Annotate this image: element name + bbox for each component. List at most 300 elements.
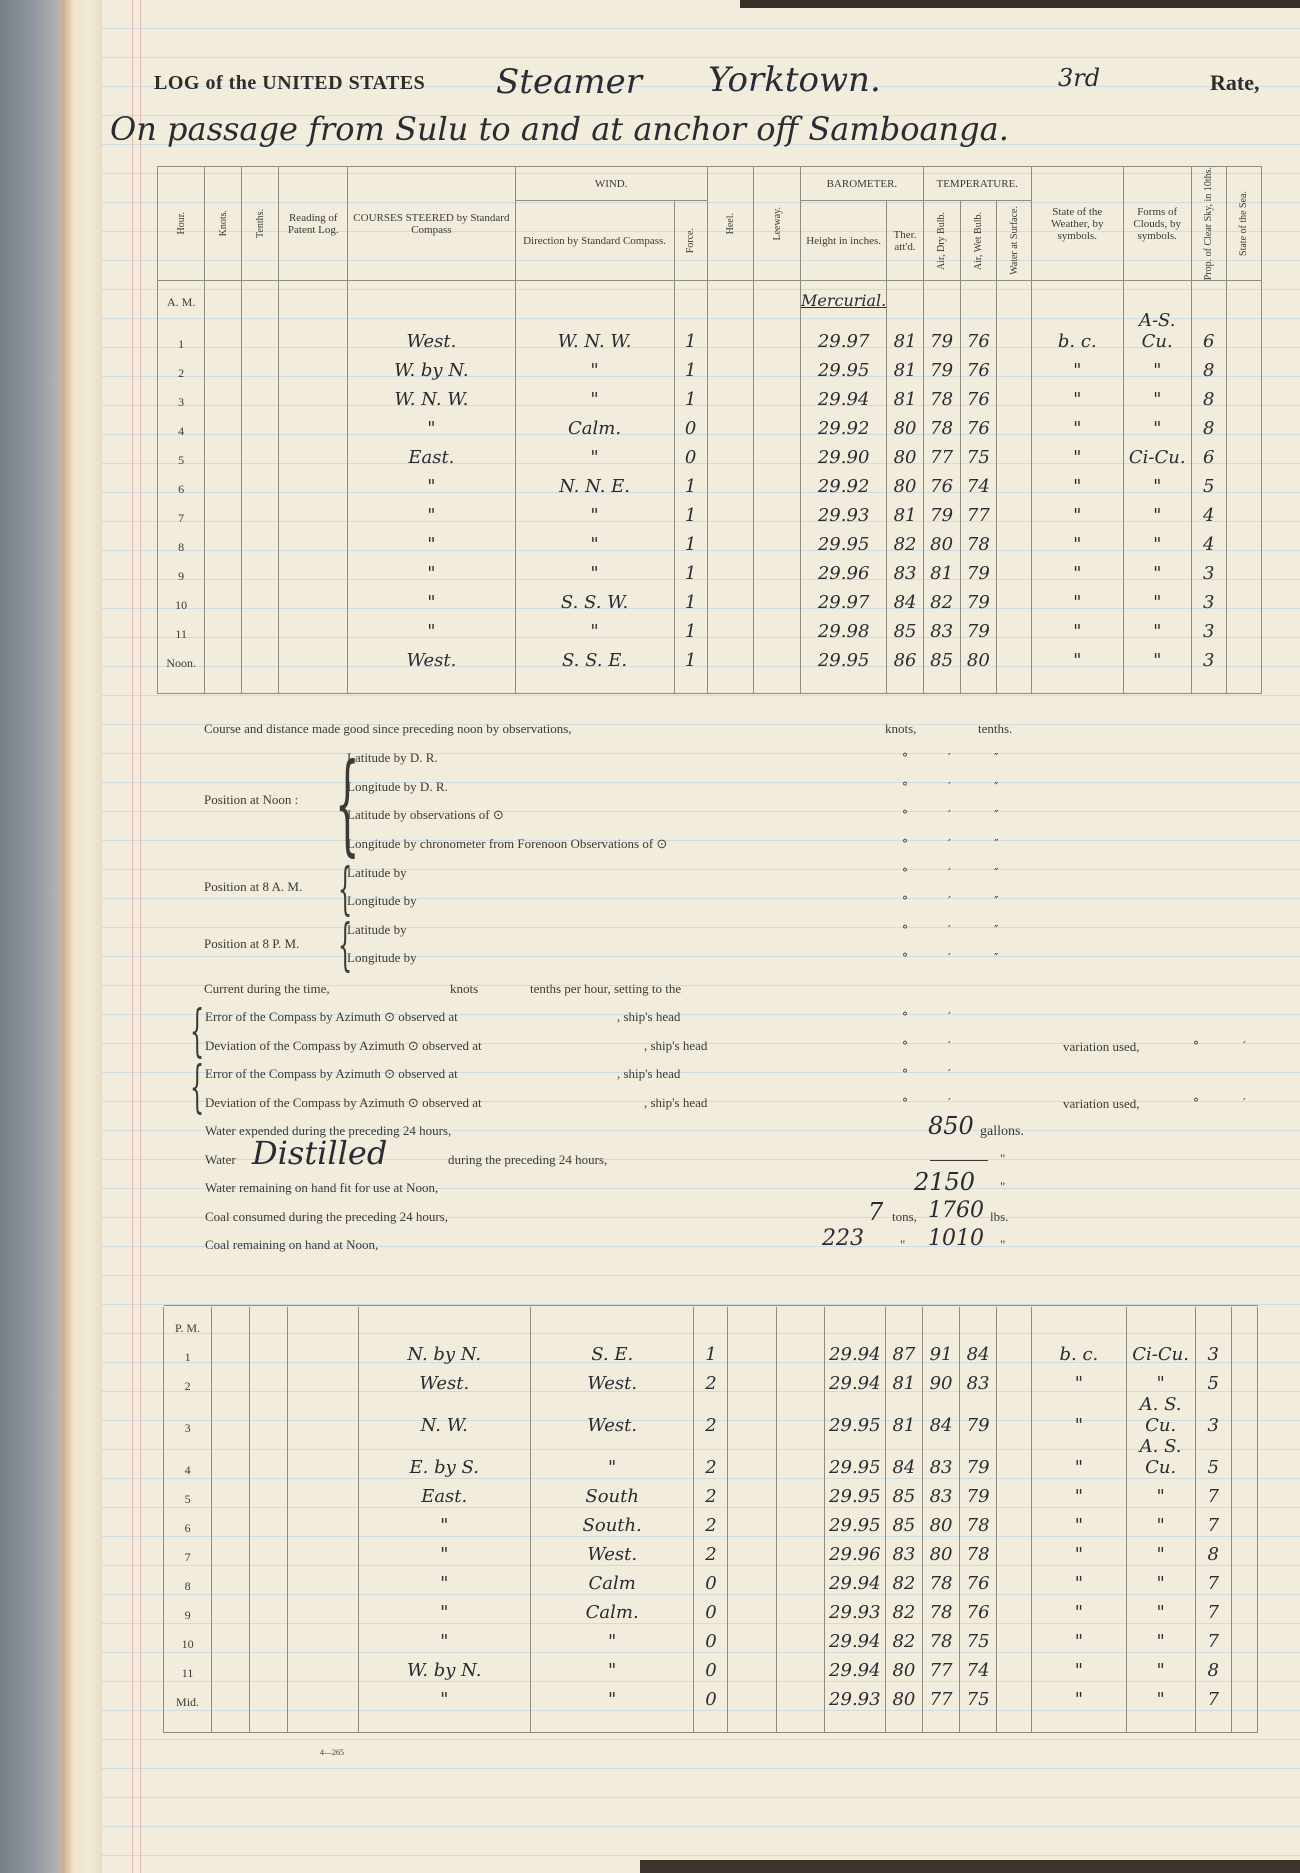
hour-cell: 6 [164, 1507, 212, 1536]
empty-cell [728, 1681, 776, 1710]
air-dry-bulb-cell: 83 [923, 613, 960, 642]
water-during-label: during the preceding 24 hours, [448, 1152, 608, 1167]
wind-direction-cell: Calm [530, 1565, 693, 1594]
course-cell: West. [358, 1365, 530, 1394]
thermometer-attached-cell: 84 [885, 1436, 922, 1478]
ditto-mark: " [1000, 1151, 1006, 1166]
empty-cell [997, 1623, 1032, 1652]
empty-cell [1231, 1681, 1257, 1710]
empty-cell [212, 1565, 250, 1594]
coordinate-mark: ° [902, 1067, 908, 1081]
coordinate-mark: ° [1193, 1039, 1199, 1053]
air-wet-bulb-cell: 80 [960, 642, 997, 671]
empty-cell [242, 613, 279, 642]
error-compass-label: Error of the Compass by Azimuth ⊙ observed at [205, 1066, 458, 1081]
brace-8pm: { [338, 913, 353, 978]
weather-state-cell: " [1032, 1623, 1126, 1652]
hour-cell: 11 [158, 613, 205, 642]
empty-cell [776, 1594, 824, 1623]
empty-cell [997, 381, 1032, 410]
wind-direction-cell: Calm. [515, 410, 674, 439]
empty-cell [250, 1478, 288, 1507]
empty-cell [776, 1507, 824, 1536]
empty-cell [205, 526, 242, 555]
wind-direction-cell: " [530, 1623, 693, 1652]
empty-cell [515, 281, 674, 311]
air-wet-bulb-cell: 78 [960, 1536, 997, 1565]
barometer-height-cell: 29.94 [824, 1565, 885, 1594]
course-cell: " [358, 1565, 530, 1594]
coordinate-mark: ′ [948, 923, 951, 937]
air-wet-bulb-cell: 79 [960, 1436, 997, 1478]
thermometer-attached-cell: 85 [885, 1507, 922, 1536]
empty-cell [997, 526, 1032, 555]
air-dry-bulb-cell: 84 [922, 1394, 959, 1436]
col-height: Height in inches. [800, 201, 886, 281]
empty-cell [997, 1652, 1032, 1681]
vessel-rate: 3rd [1058, 64, 1101, 92]
empty-cell [279, 439, 348, 468]
air-wet-bulb-cell: 75 [960, 1623, 997, 1652]
margin-rule [132, 0, 133, 1873]
empty-cell [288, 1536, 358, 1565]
empty-cell [1032, 1307, 1126, 1336]
cloud-form-cell: " [1126, 1681, 1195, 1710]
passage-note: On passage from Sulu to and at anchor off Samboanga. [110, 110, 1009, 148]
coordinate-mark: ″ [994, 894, 999, 908]
ships-head-label: , ship's head [644, 1095, 708, 1110]
air-dry-bulb-cell: 85 [923, 642, 960, 671]
empty-cell [728, 1394, 776, 1436]
cloud-form-cell: Ci-Cu. [1126, 1336, 1195, 1365]
lat-dr-label: Latitude by D. R. [347, 750, 438, 765]
course-cell: West. [348, 642, 515, 671]
empty-cell [754, 439, 801, 468]
weather-state-cell: " [1031, 642, 1123, 671]
barometer-height-cell: 29.93 [824, 1594, 885, 1623]
force-cell: 0 [694, 1652, 728, 1681]
empty-cell [754, 642, 801, 671]
empty-cell [776, 1307, 824, 1336]
empty-cell [707, 613, 754, 642]
clear-sky-cell: 6 [1191, 310, 1226, 352]
air-dry-bulb-cell: 83 [922, 1478, 959, 1507]
section-label: A. M. [158, 281, 205, 311]
empty-cell [997, 310, 1032, 352]
empty-cell [997, 352, 1032, 381]
empty-cell [1126, 1710, 1195, 1733]
coordinate-mark: ° [902, 1010, 908, 1024]
lon-chrono-label: Longitude by chronometer from Forenoon Observations of ⊙ [347, 836, 668, 851]
empty-cell [754, 584, 801, 613]
wind-direction-cell: West. [530, 1536, 693, 1565]
air-wet-bulb-cell: 75 [960, 1681, 997, 1710]
empty-cell [242, 555, 279, 584]
col-leeway: Leeway. [771, 206, 783, 241]
hour-cell: 7 [164, 1536, 212, 1565]
log-row [158, 497, 1262, 526]
empty-cell [707, 381, 754, 410]
air-wet-bulb-cell: 76 [960, 352, 997, 381]
log-row [164, 1652, 1258, 1681]
empty-cell [1231, 1623, 1257, 1652]
clear-sky-cell: 8 [1191, 352, 1226, 381]
log-row [164, 1365, 1258, 1394]
empty-cell [707, 310, 754, 352]
empty-cell [1226, 671, 1261, 694]
coordinate-mark: ′ [948, 866, 951, 880]
barometer-height-cell: 29.97 [800, 584, 886, 613]
empty-cell [1231, 1394, 1257, 1436]
hour-cell: 10 [164, 1623, 212, 1652]
coordinate-mark: ′ [1243, 1096, 1246, 1110]
cloud-form-cell: " [1123, 584, 1191, 613]
air-dry-bulb-cell: 82 [923, 584, 960, 613]
empty-cell [1226, 584, 1261, 613]
wind-direction-cell: South. [530, 1507, 693, 1536]
cloud-form-cell: " [1123, 410, 1191, 439]
brace-compass-2: { [190, 1055, 205, 1120]
hour-cell: 3 [158, 381, 205, 410]
wind-direction-cell: " [530, 1681, 693, 1710]
col-hour: Hour. [175, 212, 187, 235]
lbs-label: lbs. [990, 1209, 1009, 1224]
empty-cell [250, 1436, 288, 1478]
weather-state-cell: " [1031, 526, 1123, 555]
empty-cell [887, 281, 924, 311]
current-knots-label: knots [450, 981, 479, 996]
empty-cell [279, 526, 348, 555]
empty-cell [530, 1307, 693, 1336]
thermometer-attached-cell: 81 [887, 497, 924, 526]
empty-cell [728, 1623, 776, 1652]
empty-cell [242, 671, 279, 694]
empty-cell [923, 281, 960, 311]
empty-cell [250, 1681, 288, 1710]
weather-state-cell: " [1031, 352, 1123, 381]
empty-cell [242, 526, 279, 555]
empty-cell [776, 1536, 824, 1565]
barometer-height-cell: 29.95 [800, 642, 886, 671]
wind-direction-cell: S. S. W. [515, 584, 674, 613]
empty-cell [1231, 1565, 1257, 1594]
empty-cell [1031, 671, 1123, 694]
empty-cell [997, 1436, 1032, 1478]
air-dry-bulb-cell: 78 [922, 1594, 959, 1623]
course-cell: " [348, 526, 515, 555]
coordinate-mark: ″ [994, 808, 999, 822]
air-dry-bulb-cell: 79 [923, 352, 960, 381]
air-dry-bulb-cell: 76 [923, 468, 960, 497]
course-cell: W. by N. [358, 1652, 530, 1681]
weather-state-cell: " [1032, 1365, 1126, 1394]
hour-cell: 4 [164, 1436, 212, 1478]
empty-cell [205, 410, 242, 439]
cloud-form-cell: " [1126, 1365, 1195, 1394]
log-row [164, 1336, 1258, 1365]
course-cell: " [348, 613, 515, 642]
empty-cell [997, 613, 1032, 642]
coordinate-mark: ′ [948, 1067, 951, 1081]
log-row [164, 1394, 1258, 1436]
coordinate-mark: ′ [1243, 1039, 1246, 1053]
hour-cell: 1 [164, 1336, 212, 1365]
section-label-row [158, 281, 1262, 311]
empty-cell [212, 1307, 250, 1336]
thermometer-attached-cell: 82 [885, 1594, 922, 1623]
current-tenths-label: tenths per hour, setting to the [530, 981, 682, 996]
empty-cell [205, 584, 242, 613]
empty-cell [212, 1681, 250, 1710]
clear-sky-cell: 3 [1195, 1394, 1231, 1436]
clear-sky-cell: 3 [1191, 613, 1226, 642]
barometer-height-cell: 29.98 [800, 613, 886, 642]
clear-sky-cell: 8 [1191, 410, 1226, 439]
coordinate-mark: ′ [948, 1010, 951, 1024]
col-wind: WIND. [515, 167, 707, 201]
empty-cell [1191, 281, 1226, 311]
empty-cell [279, 468, 348, 497]
air-dry-bulb-cell: 79 [923, 497, 960, 526]
wind-direction-cell: " [515, 526, 674, 555]
empty-cell [242, 281, 279, 311]
air-dry-bulb-cell: 80 [922, 1507, 959, 1536]
empty-cell [1226, 497, 1261, 526]
empty-cell [279, 584, 348, 613]
log-row [158, 468, 1262, 497]
empty-cell [960, 1307, 997, 1336]
hour-cell: Mid. [164, 1681, 212, 1710]
empty-cell [997, 1478, 1032, 1507]
empty-cell [212, 1710, 250, 1733]
course-cell: N. by N. [358, 1336, 530, 1365]
empty-cell [1231, 1436, 1257, 1478]
weather-state-cell: " [1031, 584, 1123, 613]
empty-cell [707, 281, 754, 311]
log-row [158, 555, 1262, 584]
log-row [164, 1594, 1258, 1623]
coordinate-mark: ° [1193, 1096, 1199, 1110]
page-edge [740, 0, 1300, 8]
empty-cell [776, 1652, 824, 1681]
deviation-compass-label: Deviation of the Compass by Azimuth ⊙ observed at [205, 1038, 482, 1053]
cloud-form-cell: " [1123, 381, 1191, 410]
brace-8am: { [338, 857, 353, 922]
empty-cell [288, 1336, 358, 1365]
empty-cell [776, 1394, 824, 1436]
empty-cell [754, 468, 801, 497]
clear-sky-cell: 8 [1195, 1652, 1231, 1681]
empty-cell [1226, 352, 1261, 381]
book-binding [62, 0, 102, 1873]
empty-cell [776, 1681, 824, 1710]
empty-cell [279, 281, 348, 311]
barometer-height-cell: 29.95 [800, 352, 886, 381]
empty-cell [960, 1710, 997, 1733]
empty-cell [694, 1710, 728, 1733]
weather-state-cell: " [1031, 613, 1123, 642]
empty-cell [515, 671, 674, 694]
air-wet-bulb-cell: 78 [960, 1507, 997, 1536]
empty-cell [1031, 281, 1123, 311]
force-cell: 1 [674, 310, 707, 352]
clear-sky-cell: 8 [1195, 1536, 1231, 1565]
gallons-label: gallons. [980, 1124, 1024, 1139]
coordinate-mark: ° [902, 1096, 908, 1110]
col-heel: Heel. [725, 212, 737, 235]
empty-cell [242, 439, 279, 468]
coal-consumed-label: Coal consumed during the preceding 24 hours, [205, 1209, 448, 1224]
empty-cell [205, 310, 242, 352]
empty-cell [728, 1710, 776, 1733]
empty-cell [997, 497, 1032, 526]
coordinate-mark: ′ [948, 1039, 951, 1053]
empty-cell [728, 1594, 776, 1623]
air-wet-bulb-cell: 79 [960, 555, 997, 584]
force-cell: 2 [694, 1536, 728, 1565]
hour-cell: Noon. [158, 642, 205, 671]
force-cell: 1 [694, 1336, 728, 1365]
coordinate-mark: ° [902, 808, 908, 822]
weather-state-cell: " [1031, 497, 1123, 526]
coordinate-mark: ″ [994, 951, 999, 965]
course-cell: " [358, 1594, 530, 1623]
course-cell: " [358, 1681, 530, 1710]
hour-cell: 1 [158, 310, 205, 352]
hour-cell: 9 [158, 555, 205, 584]
empty-cell [997, 1594, 1032, 1623]
barometer-note: Mercurial. [800, 281, 886, 311]
empty-cell [824, 1307, 885, 1336]
weather-state-cell: " [1031, 410, 1123, 439]
clear-sky-cell: 7 [1195, 1565, 1231, 1594]
hour-cell: 8 [158, 526, 205, 555]
empty-cell [707, 352, 754, 381]
current-label: Current during the time, [204, 981, 330, 996]
course-cell: N. W. [358, 1394, 530, 1436]
barometer-height-cell: 29.95 [824, 1507, 885, 1536]
empty-cell [279, 310, 348, 352]
empty-cell [205, 439, 242, 468]
cloud-form-cell: " [1126, 1652, 1195, 1681]
empty-cell [358, 1710, 530, 1733]
clear-sky-cell: 7 [1195, 1594, 1231, 1623]
empty-cell [776, 1710, 824, 1733]
log-row [164, 1536, 1258, 1565]
empty-cell [707, 671, 754, 694]
empty-cell [1231, 1507, 1257, 1536]
hour-cell: 11 [164, 1652, 212, 1681]
air-wet-bulb-cell: 79 [960, 1394, 997, 1436]
coordinate-mark: ″ [994, 837, 999, 851]
pm-log-table [163, 1305, 1258, 1733]
clear-sky-cell: 5 [1195, 1365, 1231, 1394]
barometer-height-cell: 29.92 [800, 410, 886, 439]
force-cell: 0 [694, 1565, 728, 1594]
page-edge [640, 1860, 1300, 1873]
empty-cell [250, 1536, 288, 1565]
barometer-height-cell: 29.94 [824, 1365, 885, 1394]
force-cell: 2 [694, 1478, 728, 1507]
empty-cell [1226, 310, 1261, 352]
weather-state-cell: " [1031, 555, 1123, 584]
air-wet-bulb-cell: 77 [960, 497, 997, 526]
empty-cell [205, 555, 242, 584]
course-cell: " [348, 584, 515, 613]
hour-cell: 2 [158, 352, 205, 381]
clear-sky-cell: 3 [1191, 584, 1226, 613]
empty-cell [754, 310, 801, 352]
empty-cell [279, 497, 348, 526]
thermometer-attached-cell: 84 [887, 584, 924, 613]
log-row [164, 1436, 1258, 1478]
empty-cell [1195, 1307, 1231, 1336]
weather-state-cell: b. c. [1032, 1336, 1126, 1365]
empty-cell [754, 526, 801, 555]
empty-cell [212, 1594, 250, 1623]
empty-cell [530, 1710, 693, 1733]
air-wet-bulb-cell: 84 [960, 1336, 997, 1365]
air-wet-bulb-cell: 75 [960, 439, 997, 468]
empty-cell [212, 1652, 250, 1681]
empty-cell [997, 1336, 1032, 1365]
ditto-mark: " [1000, 1179, 1006, 1194]
thermometer-attached-cell: 82 [885, 1623, 922, 1652]
force-cell: 0 [674, 410, 707, 439]
log-row [158, 410, 1262, 439]
force-cell: 1 [674, 642, 707, 671]
weather-state-cell: " [1032, 1594, 1126, 1623]
empty-cell [1032, 1710, 1126, 1733]
log-row [158, 381, 1262, 410]
coordinate-mark: ″ [994, 923, 999, 937]
cloud-form-cell: " [1123, 555, 1191, 584]
empty-cell [776, 1436, 824, 1478]
thermometer-attached-cell: 83 [887, 555, 924, 584]
barometer-height-cell: 29.94 [824, 1336, 885, 1365]
empty-cell [288, 1710, 358, 1733]
wind-direction-cell: S. E. [530, 1336, 693, 1365]
air-wet-bulb-cell: 76 [960, 410, 997, 439]
empty-cell [250, 1565, 288, 1594]
weather-state-cell: " [1032, 1681, 1126, 1710]
empty-cell [288, 1623, 358, 1652]
wind-direction-cell: " [515, 613, 674, 642]
section-label: P. M. [164, 1307, 212, 1336]
coordinate-mark: ′ [948, 1096, 951, 1110]
barometer-height-cell: 29.95 [800, 526, 886, 555]
water-remaining-value: 2150 [914, 1168, 976, 1196]
col-barometer: BAROMETER. [800, 167, 923, 201]
empty-cell [242, 468, 279, 497]
log-row [164, 1507, 1258, 1536]
weather-state-cell: " [1031, 468, 1123, 497]
thermometer-attached-cell: 80 [887, 468, 924, 497]
log-row [164, 1565, 1258, 1594]
lon-8pm-label: Longitude by [347, 950, 417, 965]
empty-cell [1226, 555, 1261, 584]
force-cell: 1 [674, 526, 707, 555]
weather-state-cell: b. c. [1031, 310, 1123, 352]
empty-cell [1231, 1710, 1257, 1733]
course-cell: " [348, 555, 515, 584]
empty-cell [707, 642, 754, 671]
coordinate-mark: ° [902, 837, 908, 851]
wind-direction-cell: " [515, 352, 674, 381]
barometer-height-cell: 29.95 [824, 1436, 885, 1478]
coordinate-mark: ′ [948, 780, 951, 794]
lon-dr-label: Longitude by D. R. [347, 779, 448, 794]
